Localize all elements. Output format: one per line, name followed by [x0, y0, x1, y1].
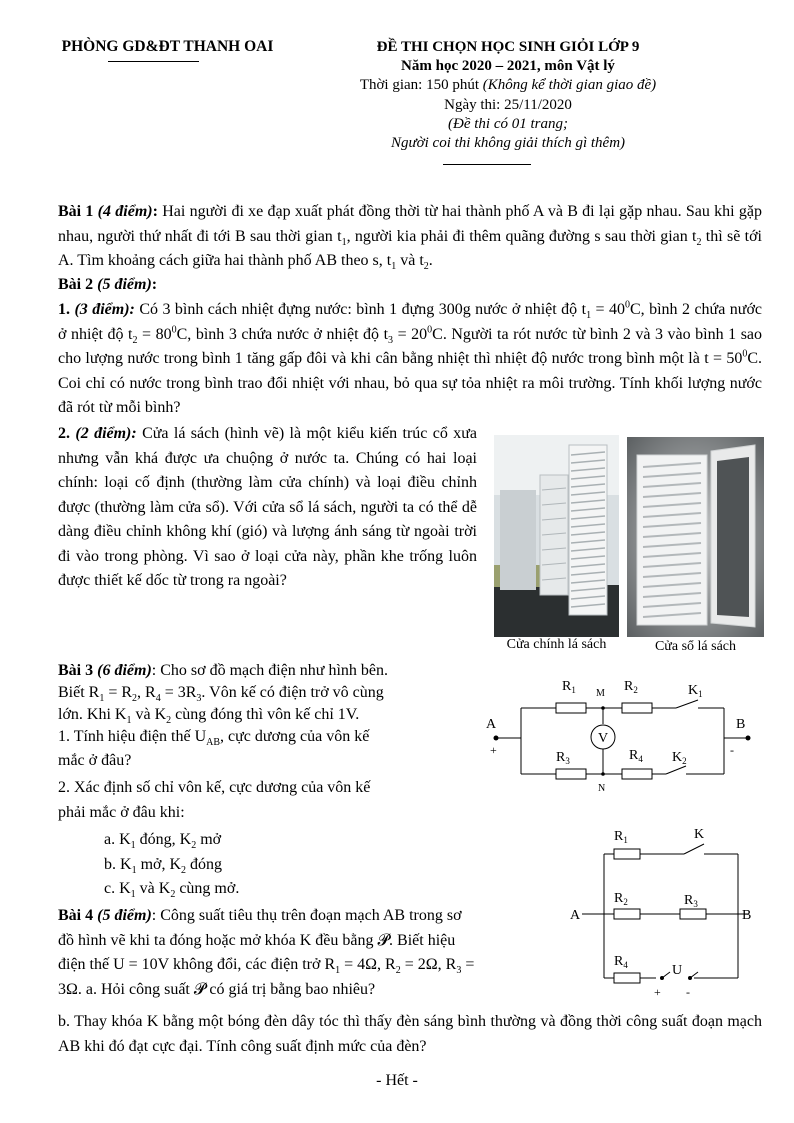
c2-label-r4: $R_4$	[614, 954, 628, 970]
caption-window: Cửa sổ lá sách	[654, 639, 737, 654]
louvered-door-photo	[494, 435, 619, 637]
c1-voltmeter-label: V	[598, 731, 609, 746]
problem-4-line-2: đồ hình vẽ khi ta đóng hoặc mở khóa K đều bằng 𝓟. Biết hiệu	[58, 931, 456, 949]
c1-label-a: A	[486, 717, 497, 732]
c1-label-k1: $K_1$	[688, 683, 703, 699]
problem-4	[58, 904, 550, 1002]
c1-label-r3: $R_3$	[556, 750, 570, 766]
exam-proctor-note: Người coi thi không giải thích gì thêm)	[390, 135, 626, 152]
problem-3-cases	[104, 828, 239, 902]
c2-label-u: U	[672, 963, 683, 978]
problem-3-given: Biết $R_1 = R_2$, $R_4 = 3R_3$. Vôn kế có điện trở vô cùng	[58, 684, 384, 705]
c1-label-n: N	[598, 783, 606, 794]
problem-2-part-2: 2. (2 điểm): Cửa lá sách (hình vẽ) là một kiểu kiến trúc cổ xưa nhưng vẫn khá được ưa chuộng ở nước ta. Chúng có hai loại chính: loại cố định (thường làm cửa chính) và loại điều chỉnh được (thường làm cửa sổ). Với cửa sổ lá sách, người ta có thể dễ dàng điều chỉnh không khí (gió) và lượng ánh sáng từ ngoài trời đi vào trong phòng. Vì sao ở loại cửa này, phần khe trống luôn được thiết kế dốc từ trong ra ngoài?	[58, 425, 478, 589]
problem-4-part-b: b. Thay khóa K bằng một bóng đèn dây tóc thì thấy đèn sáng bình thường và đồng thời công suất đoạn mạch AB khi đó đạt cực đại. Tính công suất định mức của đèn?	[58, 1013, 762, 1055]
problem-3-intro: Bài 3 (6 điểm): Cho sơ đồ mạch điện như hình bên.	[58, 662, 388, 679]
c2-label-a: A	[570, 908, 581, 923]
c1-label-b: B	[736, 717, 746, 732]
c1-label-m: M	[596, 688, 605, 699]
exam-time-note: (Không kể thời gian giao đề)	[482, 77, 657, 94]
problem-4-line-4: 3Ω. a. Hỏi công suất 𝓟 có giá trị bằng bao nhiêu?	[58, 980, 376, 998]
problem-1: Bài 1 (4 điểm): Hai người đi xe đạp xuất phát đồng thời từ hai thành phố A và B đi lại gặp nhau. Sau khi gặp nhau, người thứ nhất đi tới B sau thời gian $t_1$, người kia phải đi thêm quãng đường s sau thời gian $t_2$ thì sẽ tới A. Tìm khoảng cách giữa hai thành phố AB theo s, $t_1$ và $t_2$.	[58, 203, 763, 273]
c2-label-plus: +	[654, 985, 661, 999]
c1-label-k2: $K_2$	[672, 750, 687, 766]
exam-pages-note: (Đề thi có 01 trang;	[448, 115, 568, 132]
c2-label-minus: -	[686, 985, 690, 999]
c1-label-r2: $R_2$	[624, 679, 638, 695]
exam-title: ĐỀ THI CHỌN HỌC SINH GIỎI LỚP 9	[376, 39, 640, 55]
problem-3	[58, 660, 478, 774]
problem-3-question-2: 2. Xác định số chỉ vôn kế, cực dương của vôn kế phải mắc ở đâu khi:	[58, 779, 371, 821]
problem-3-given-2: lớn. Khi $K_1$ và $K_2$ cùng đóng thì vôn kế chỉ 1V.	[58, 706, 360, 727]
c2-label-r3: $R_3$	[684, 893, 698, 909]
circuit-diagram-1	[476, 672, 766, 802]
exam-year-subject: Năm học 2020 – 2021, môn Vật lý	[401, 58, 615, 75]
problem-3-question-1-cont: mắc ở đâu?	[58, 752, 132, 769]
c2-label-r1: $R_1$	[614, 829, 628, 845]
caption-door: Cửa chính lá sách	[506, 637, 607, 652]
case-b: b. $K_1$ mở, $K_2$ đóng	[104, 855, 223, 876]
c2-label-b: B	[742, 908, 752, 923]
c2-label-k: K	[694, 827, 705, 842]
case-c: c. $K_1$ và $K_2$ cùng mở.	[104, 880, 240, 901]
problem-3-question-1: 1. Tính hiệu điện thế $U_{AB}$, cực dương của vôn kế	[58, 728, 370, 749]
exam-date: Ngày thi: 25/11/2020	[444, 96, 572, 113]
exam-header	[318, 38, 698, 153]
end-marker: - Hết -	[376, 1072, 418, 1089]
c1-label-plus: +	[490, 743, 497, 757]
circuit-diagram-2	[566, 822, 766, 1002]
problem-2-part-1: 1. (3 điểm): Có 3 bình cách nhiệt đựng nước: bình 1 đựng 300g nước ở nhiệt độ $t_1 = 40^0C$, bình 2 chứa nước ở nhiệt độ $t_2 = 80^0C$, bình 3 chứa nước ở nhiệt độ $t_3 = 20^0C$. Người ta rót nước từ bình 2 và 3 vào bình 1 sao cho lượng nước trong bình 1 tăng gấp đôi và khi cân bằng nhiệt thì nhiệt độ nước trong bình một là $t = 50^0C$. Coi chỉ có nước trong bình trao đổi nhiệt với nhau, bỏ qua sự tỏa nhiệt ra môi trường. Tính khối lượng nước đã rót từ mỗi bình?	[58, 299, 763, 416]
case-a: a. $K_1$ đóng, $K_2$ mở	[104, 831, 222, 852]
exam-time	[318, 76, 698, 95]
c1-label-minus: -	[730, 743, 734, 757]
problem-4-line-3: điện thế U = 10V không đổi, các điện trở $R_1 = 4\Omega$, $R_2 = 2\Omega$, $R_3$ =	[58, 956, 475, 977]
department-name: PHÒNG GD&ĐT THANH OAI	[61, 38, 274, 55]
c1-label-r4: $R_4$	[629, 748, 643, 764]
department-underline	[108, 61, 199, 62]
problem-4-line-1: Bài 4 (5 điểm): Công suất tiêu thụ trên đoạn mạch AB trong sơ	[58, 907, 462, 924]
c2-label-r2: $R_2$	[614, 891, 628, 907]
louvered-window-photo	[627, 437, 764, 637]
c1-label-r1: $R_1$	[562, 679, 576, 695]
header-underline	[443, 164, 531, 165]
problem-2-title: Bài 2 (5 điểm):	[58, 276, 158, 293]
exam-time-label: Thời gian: 150 phút	[359, 77, 483, 94]
